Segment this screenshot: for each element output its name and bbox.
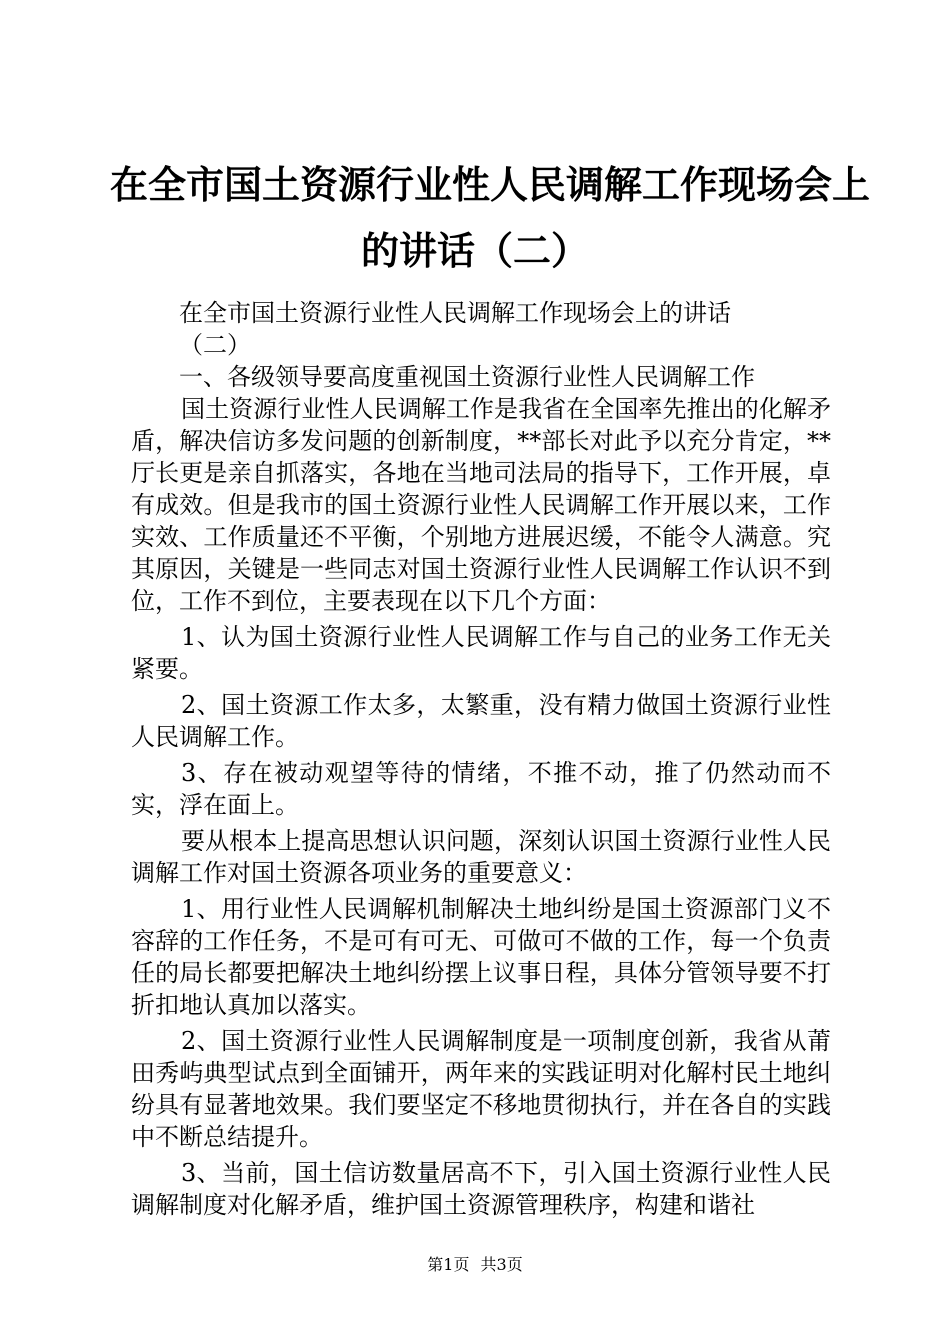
paragraph: 国土资源行业性人民调解工作是我省在全国率先推出的化解矛盾，解决信访多发问题的创新制度，**部长对此予以充分肯定，**厅长更是亲自抓落实，各地在当地司法局的指导下，工作开展，卓有成效。但是我市的国土资源行业性人民调解工作开展以来，工作实效、工作质量还不平衡，个别地方进展迟缓，不能令人满意。究其原因，关键是一些同志对国土资源行业性人民调解工作认识不到位，工作不到位，主要表现在以下几个方面： bbox=[131, 395, 831, 615]
paragraph: 要从根本上提高思想认识问题，深刻认识国土资源行业性人民调解工作对国土资源各项业务的重要意义： bbox=[131, 827, 831, 887]
page-footer bbox=[0, 1255, 950, 1275]
subtitle-line-1: 在全市国土资源行业性人民调解工作现场会上的讲话 bbox=[179, 299, 731, 327]
document-body bbox=[131, 297, 831, 1221]
paragraph: 3、当前，国土信访数量居高不下，引入国土资源行业性人民调解制度对化解矛盾，维护国土资源管理秩序，构建和谐社 bbox=[131, 1159, 831, 1219]
title-line-2: 的讲话（二） bbox=[360, 229, 589, 273]
paragraph: 3、存在被动观望等待的情绪，不推不动，推了仍然动而不实，浮在面上。 bbox=[131, 759, 831, 819]
page-number: 第1页 bbox=[427, 1255, 470, 1274]
paragraph: 2、国土资源行业性人民调解制度是一项制度创新，我省从莆田秀屿典型试点到全面铺开，两年来的实践证明对化解村民土地纠纷具有显著地效果。我们要坚定不移地贯彻执行，并在各自的实践中不断总结提升。 bbox=[131, 1027, 831, 1151]
paragraph: 1、用行业性人民调解机制解决土地纠纷是国土资源部门义不容辞的工作任务，不是可有可无、可做可不做的工作，每一个负责任的局长都要把解决土地纠纷摆上议事日程，具体分管领导要不打折扣地认真加以落实。 bbox=[131, 895, 831, 1019]
subtitle-line-2: （二） bbox=[179, 331, 251, 359]
document-title bbox=[110, 152, 871, 284]
section-heading: 一、各级领导要高度重视国土资源行业性人民调解工作 bbox=[179, 363, 755, 391]
paragraph: 1、认为国土资源行业性人民调解工作与自己的业务工作无关紧要。 bbox=[131, 623, 831, 683]
title-line-1: 在全市国土资源行业性人民调解工作现场会上 bbox=[110, 163, 871, 207]
page-total: 共3页 bbox=[480, 1255, 523, 1274]
paragraph: 2、国土资源工作太多，太繁重，没有精力做国土资源行业性人民调解工作。 bbox=[131, 691, 831, 751]
